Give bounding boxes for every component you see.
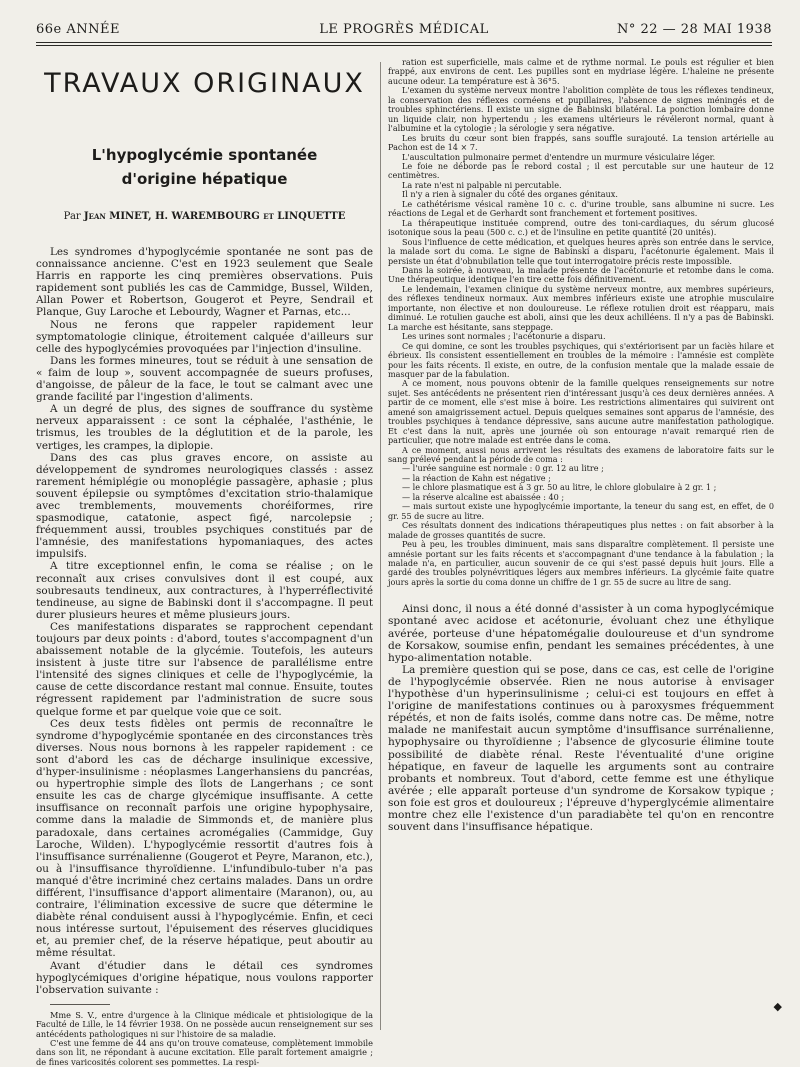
case-report-continued [388, 58, 774, 587]
case-paragraph: Le cathétérisme vésical ramène 10 c. c. d'urine trouble, sans albumine ni sucre. Les réactions de Legal et de Gerhardt sont franchement et fortement positives. [388, 198, 774, 219]
case-paragraph: Il n'y a rien à signaler du côté des organes génitaux. [402, 189, 618, 200]
byline [36, 211, 373, 222]
case-paragraph: L'examen du système nerveux montre l'abolition complète de tous les réflexes tendineux, la conservation des réflexes cornéens et pupillaires, l'absence de signes méningés et de troubles sphinctériens. Il existe un signe de Babinski bilatéral. La ponction lombaire donne un liquide clair, non hypertendu ; les examens ultérieurs le révéleront normal, quant à l'albumine et la cytologie ; la sérologie y sera négative. [388, 85, 774, 134]
column-divider [380, 62, 381, 1030]
paragraph: La première question qui se pose, dans ce cas, est celle de l'origine de l'hypoglycémie observée. Rien ne nous autorise à envisager l'hypothèse d'un hyperinsulinisme ; celui-ci est toujours en effet à l'origine de manifestations continues ou à paroxysmes fréquemment répétés, et non de faits isolés, comme dans notre cas. De même, notre malade ne manifestait aucun symptôme d'insuffisance surrénalienne, hypophysaire ou thyroïdienne ; l'absence de glycosurie élimine toute possibilité de diabète rénal. Reste l'éventualité d'une origine hépatique, en faveur de laquelle les arguments sont au contraire probants et nombreux. Tout d'abord, cette femme est une éthylique avérée ; elle apparaît porteuse d'un syndrome de Korsakow typique ; son foie est gros et douloureux ; l'épreuve d'hyperglycémie alimentaire montre chez elle l'existence d'un paradiabète tel qu'on en rencontre souvent dans l'insuffisance hépatique. [388, 663, 774, 834]
byline-prefix: Par [63, 211, 81, 222]
case-paragraph: Les bruits du cœur sont bien frappés, sans souffle surajouté. La tension artérielle au Pachon est de 14 × 7. [388, 132, 774, 153]
paragraph: Avant d'étudier dans le détail ces syndromes hypoglycémiques d'origine hépatique, nous voulons rapporter l'observation suivante : [36, 959, 373, 996]
paragraph: Dans les formes mineures, tout se réduit à une sensation de « faim de loup », souvent accompagnée de sueurs profuses, d'angoisse, de pâleur de la face, le tout se calmant avec une grande facilité par l'ingestion d'aliments. [36, 354, 373, 404]
case-paragraph: A ce moment, aussi nous arrivent les résultats des examens de laboratoire faits sur le sang prélevé pendant la période de coma : [388, 444, 774, 465]
case-paragraph: — le chlore plasmatique est à 3 gr. 50 au litre, le chlore globulaire à 2 gr. 1 ; [402, 482, 717, 493]
case-paragraph: Peu à peu, les troubles diminuent, mais sans disparaître complètement. Il persiste une amnésie portant sur les faits récents et s'accompagnant d'une tendance à la fabulation ; la malade n'a, en particulier, aucun souvenir de ce qui s'est passé depuis huit jours. Elle a gardé des troubles polynévritiques légers aux membres inférieurs. La glycémie faite quatre jours après la sortie du coma donne un chiffre de 1 gr. 55 de sucre au litre de sang. [388, 539, 774, 587]
article-title-line-2: d'origine hépatique [121, 170, 288, 188]
case-paragraph: A ce moment, nous pouvons obtenir de la famille quelques renseignements sur notre sujet. Ses antécédents ne présentent rien d'intéressant jusqu'à ces deux dernières années. A partir de ce moment, elle s'est mise à boire. Les restrictions alimentaires qui suivirent ont amené son amaigrissement actuel. Depuis quelques semaines sont apparus de l'amnésie, des troubles psychiques à tendance dépressive, sans aucune autre manifestation pathologique. Et c'est dans la nuit, après une journée où son entourage n'avait remarqué rien de particulier, que notre malade est entrée dans le coma. [388, 378, 774, 446]
case-paragraph: — l'urée sanguine est normale : 0 gr. 12 au litre ; [402, 463, 604, 474]
paragraph: Dans des cas plus graves encore, on assiste au développement de syndromes neurologiques classés : assez rarement hémiplégie ou monoplégie passagère, aphasie ; plus souvent épilepsie ou symptômes d'excitation strio-thalamique avec tremblements, mouvements choréiformes, rire spasmodique, catatonie, aspect figé, narcolepsie ; fréquemment aussi, troubles psychiques constitués par de l'amnésie, des manifestations hypomaniaques, des actes impulsifs. [36, 451, 373, 561]
year-label: 66e ANNÉE [36, 22, 120, 37]
case-paragraph: Ce qui domine, ce sont les troubles psychiques, qui s'extériorisent par un faciès hilare et ébrieux. Ils consistent essentiellement en troubles de la mémoire : l'amnésie est complète pour les faits récents. Il existe, en outre, de la confusion mentale que la malade essaie de masquer par de la fabulation. [388, 340, 774, 379]
authors: Jean MINET, H. WAREMBOURG et LINQUETTE [83, 211, 346, 222]
section-title: TRAVAUX ORIGINAUX [44, 68, 365, 99]
footnote-rule [50, 1004, 110, 1005]
case-paragraph: — la réaction de Kahn est négative ; [402, 472, 551, 483]
article-title [36, 143, 373, 191]
case-paragraph: Ces résultats donnent des indications thérapeutiques plus nettes : on fait absorber à la malade de grosses quantités de sucre. [388, 520, 774, 540]
case-paragraph: Mme S. V., entre d'urgence à la Clinique médicale et phtisiologique de la Faculté de Lille, le 14 février 1938. On ne possède aucun renseignement sur ses antécédents pathologiques ni sur l'histoire de sa maladie. [36, 1009, 373, 1039]
left-column [36, 60, 373, 1067]
case-paragraph: Dans la soirée, à nouveau, la malade présente de l'acétonurie et retombe dans le coma. Une thérapeutique identique l'en tire cette fois définitivement. [388, 264, 774, 285]
case-paragraph: — la réserve alcaline est abaissée : 40 ; [402, 491, 565, 502]
paragraph: A un degré de plus, des signes de souffrance du système nerveux apparaissent : ce sont la céphalée, l'asthénie, le trismus, les troubles de la déglutition et de la parole, les vertiges, les crampes, la diplopie. [36, 403, 373, 452]
paragraph: Les syndromes d'hypoglycémie spontanée ne sont pas de connaissance ancienne. C'est en 1923 seulement que Seale Harris en rapporte les cinq premières observations. Puis rapidement sont publiés les cas de Cammidge, Bussel, Wilden, Allan Power et Robertson, Gougerot et Peyre, Sendrail et Planque, Guy Laroche et Lebourdy, Wagner et Parnas, etc... [36, 246, 373, 319]
case-paragraph: — mais surtout existe une hypoglycémie importante, la teneur du sang est, en effet, de 0 gr. 55 de sucre au litre. [388, 501, 774, 521]
paragraph: Ces manifestations disparates se rapprochent cependant toujours par deux points : d'abord, toutes s'accompagnent d'un abaissement notable de la glycémie. Toutefois, les auteurs insistent à juste titre sur l'absence de parallélisme entre l'intensité des signes cliniques et celle de l'hypoglycémie, la cause de cette discordance restant mal connue. Ensuite, toutes régressent rapidement par l'administration de sucre sous quelque forme et par quelque voie que ce soit. [36, 620, 373, 718]
case-paragraph: Sous l'influence de cette médication, et quelques heures après son entrée dans le service, la malade sort du coma. Le signe de Babinski a disparu, l'acétonurie également. Mais il persiste un état d'obnubilation telle que tout interrogatoire précis reste impossible. [388, 236, 774, 266]
case-paragraph: La thérapeutique instituée comprend, outre des toni-cardiaques, du sérum glucosé isotonique sous la peau (500 c. c.) et de l'insuline en petite quantité (20 unités). [388, 217, 774, 238]
case-paragraph: Les urines sont normales ; l'acétonurie a disparu. [402, 331, 606, 342]
case-paragraph: ration est superficielle, mais calme et de rythme normal. Le pouls est régulier et bien frappé, aux environs de cent. Les pupilles sont en mydriase légère. L'haleine ne présente aucune odeur. La température est à 36°5. [388, 57, 774, 86]
header-rule-double [36, 45, 772, 46]
case-report-start [36, 1011, 373, 1067]
case-paragraph: L'auscultation pulmonaire permet d'entendre un murmure vésiculaire léger. [402, 151, 716, 162]
case-paragraph: Le lendemain, l'examen clinique du système nerveux montre, aux membres supérieurs, des réflexes tendineux normaux. Aux membres inférieurs existe une atrophie musculaire importante, non élective et non douloureuse. Le réflexe rotulien droit est réapparu, mais diminué. Le rotulien gauche est aboli, ainsi que les deux achilléens. Il n'y a pas de Babinski. La marche est hésitante, sans steppage. [388, 283, 774, 332]
running-header [36, 18, 772, 48]
case-paragraph: La rate n'est ni palpable ni percutable. [402, 179, 562, 190]
issue-label: N° 22 — 28 MAI 1938 [616, 22, 772, 37]
article-title-line-1: L'hypoglycémie spontanée [91, 146, 318, 164]
paragraph: Ces deux tests fidèles ont permis de reconnaître le syndrome d'hypoglycémie spontanée en des circonstances très diverses. Nous nous bornons à les rappeler rapidement : ce sont d'abord les cas de décharge insulinique excessive, d'hyper-insulinisme : néoplasmes Langerhansiens du pancréas, ou hypertrophie simple des îlots de Langerhans ; ce sont ensuite les cas de charge glycémique insuffisante. A cette insuffisance on reconnaît parfois une origine hypophysaire, comme dans la maladie de Simmonds et, de manière plus paradoxale, dans certaines acromégalies (Cammidge, Guy Laroche, Wilden). L'hypoglycémie ressortit d'autres fois à l'insuffisance surrénalienne (Gougerot et Peyre, Maranon, etc.), ou à l'insuffisance thyroïdienne. L'infundibulo-tuber n'a pas manqué d'être incriminé chez certains malades. Dans un ordre différent, l'insuffisance d'apport alimentaire (Maranon), ou, au contraire, l'élimination excessive de sucre que détermine le diabète rénal conduisent aussi à l'hypoglycémie. Enfin, et ceci nous intéresse surtout, l'épuisement des réserves glucidiques et, au premier chef, de la réserve hépatique, peut aboutir au même résultat. [36, 717, 373, 960]
journal-name: LE PROGRÈS MÉDICAL [319, 22, 489, 37]
end-mark: ◆ [773, 1000, 782, 1013]
case-paragraph: Le foie ne déborde pas le rebord costal ; il est percutable sur une hauteur de 12 centimètres. [388, 160, 774, 181]
paragraph: Ainsi donc, il nous a été donné d'assister à un coma hypoglycémique spontané avec acidose et acétonurie, évoluant chez une éthylique avérée, porteuse d'une hépatomégalie douloureuse et d'un syndrome de Korsakow, soumise enfin, pendant les semaines précédentes, à une hypo-alimentation notable. [388, 603, 774, 664]
right-column [388, 58, 774, 833]
case-paragraph: C'est une femme de 44 ans qu'on trouve comateuse, complètement immobile dans son lit, ne répondant à aucune excitation. Elle paraît fortement amaigrie ; de fines varicosités colorent ses pommettes. La respi- [36, 1038, 373, 1067]
header-rule [36, 42, 772, 43]
left-body [36, 246, 373, 996]
paragraph: Nous ne ferons que rappeler rapidement leur symptomatologie clinique, étroitement calquée d'ailleurs sur celle des hypoglycémies provoquées par l'injection d'insuline. [36, 318, 373, 355]
discussion-body [388, 603, 774, 833]
paragraph: A titre exceptionnel enfin, le coma se réalise ; on le reconnaît aux crises convulsives dont il est coupé, aux soubresauts tendineux, aux contractures, à l'hyperréflectivité tendineuse, au signe de Babinski dont il s'accompagne. Il peut durer plusieurs heures et même plusieurs jours. [36, 560, 373, 621]
